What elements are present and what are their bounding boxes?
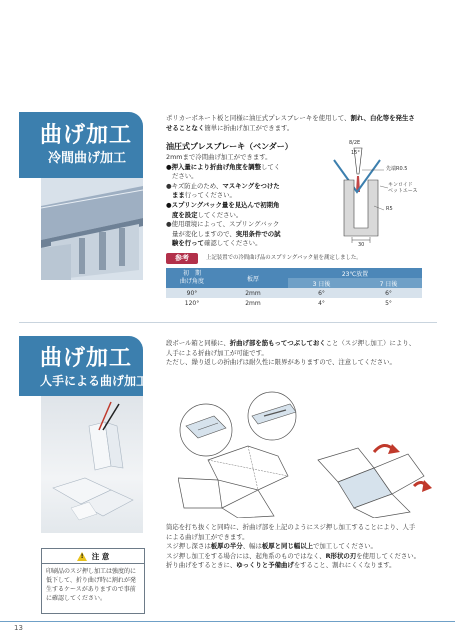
scoring-diagram — [178, 390, 438, 518]
body3-text-a: スジ押し深さは — [166, 542, 211, 551]
col-condition: 23℃放置 — [288, 268, 422, 278]
body3-text-e: で加工してください。 — [312, 542, 377, 551]
reference-tag: 参考 — [166, 253, 198, 264]
scoring-diagram-svg — [178, 390, 438, 518]
bending-die-svg — [326, 140, 438, 250]
section-divider — [19, 322, 437, 323]
intro-text-a: ポリカーボネート板と同様に油圧式プレスブレーキを使用して、 — [166, 114, 351, 122]
body5-emph-b: ゆっくりと予備曲げ — [236, 561, 294, 570]
bullet1-text: してく — [261, 162, 281, 171]
desc-line1: 2mmまで冷間曲げ加工ができます。 — [166, 153, 272, 161]
caution-title: 注 意 — [91, 551, 110, 561]
section1-title: 曲げ加工 — [40, 123, 133, 148]
row1-thickness: 2mm — [218, 288, 288, 298]
diagram-label-angle: 15° — [351, 150, 360, 156]
body-line2: による曲げ加工ができます。 — [166, 532, 249, 541]
section2-subtitle: 人手による曲げ加工 — [40, 374, 149, 388]
page-number: 13 — [14, 624, 23, 632]
row2-angle: 120° — [166, 298, 218, 308]
table-row — [166, 288, 422, 298]
row1-3days: 6° — [288, 288, 355, 298]
diagram-label-tip: 先端R0.5 — [386, 166, 408, 172]
body5-text-c: をすること、割れにくくなります。 — [293, 561, 396, 570]
section2-body — [166, 523, 441, 571]
page-number-bar — [0, 621, 455, 622]
body4-emph-b: R形状の刃 — [325, 551, 357, 560]
springback-table — [166, 268, 422, 308]
row1-angle: 90° — [166, 288, 218, 298]
bullet4-tail: 確認してください。 — [203, 239, 262, 248]
row1-7days: 6° — [355, 288, 422, 298]
warning-icon: ! — [77, 552, 87, 561]
body5-text-a: 折り曲げをするときに、 — [166, 561, 237, 570]
col-7days: 7 日後 — [355, 278, 422, 288]
col-3days: 3 日後 — [288, 278, 355, 288]
bullet2-emph: マスキングをつけた — [222, 181, 280, 190]
bullet3-tail: してください。 — [197, 210, 243, 219]
body3-emph-b: 板厚の半分 — [210, 542, 243, 551]
bullet3-emph: ●スプリングバック量を見込んで初期角 — [166, 200, 280, 209]
row2-thickness: 2mm — [218, 298, 288, 308]
caution-text: 印刷品のスジ押し加工は強度的に低下して、折り曲げ時に割れが発生するケースがありますので事前に確認してください。 — [46, 568, 137, 602]
section1-subtitle: 冷間曲げ加工 — [48, 151, 127, 166]
diagram-label-width: 30 — [358, 242, 365, 248]
folded-box-photo — [41, 396, 143, 533]
press-brake-photo — [41, 178, 143, 280]
intro-emph-b: 割れ、白化等を発生さ — [350, 114, 415, 122]
bending-die-diagram — [326, 140, 438, 250]
reference-text: 上記装置での冷間曲げ品のスプリングバック量を測定しました。 — [206, 255, 362, 261]
col-thickness: 板厚 — [218, 268, 288, 288]
row2-3days: 4° — [288, 298, 355, 308]
press-brake-description — [166, 153, 326, 249]
diagram-label-die: キンロイド ベットエース — [388, 182, 418, 194]
intro2-text-e: ただし、繰り返しの折曲げは耐久性に限界がありますので、注意してください。 — [166, 358, 396, 367]
folded-box-illustration — [41, 396, 143, 533]
section2-title: 曲げ加工 — [40, 346, 133, 371]
intro2-text-c: こと（スジ押し加工）により、 — [325, 339, 416, 347]
bullet2-tail: 行ってください。 — [184, 191, 236, 200]
caution-box — [41, 548, 145, 614]
press-brake-heading: 油圧式プレスブレーキ（ベンダー） — [166, 142, 293, 151]
diagram-label-r5: R5 — [386, 206, 393, 212]
table-row — [166, 298, 422, 308]
section2-intro — [166, 339, 438, 368]
bullet1-tail: ださい。 — [172, 172, 198, 181]
intro-emph-c: せることなく — [166, 123, 205, 132]
bullet4-emph: 実用条件での試 — [235, 229, 281, 238]
body4-text-a: スジ押し加工をする場合には、起角系のものではなく、 — [166, 551, 326, 560]
intro2-text-a: 段ボール箱と同様に、 — [166, 339, 230, 347]
bullet4-text: ●使用環境によって、スプリングバック — [166, 220, 280, 229]
body-line1: 筒応を打ち抜くと同時に、折曲げ部を上記のようにスジ押し加工することにより、人手 — [166, 523, 416, 531]
body3-emph-d: 板厚と同じ幅以上 — [261, 542, 313, 551]
bullet2-text: ●キズ防止のため、 — [166, 181, 223, 190]
bullet3-emph2: 度を設定 — [172, 210, 198, 219]
caution-header — [42, 549, 144, 564]
bullet1-emph: ●押入量により折曲げ角度を調整 — [166, 162, 262, 171]
col-initial-angle: 初 期 曲げ角度 — [166, 268, 218, 288]
press-brake-illustration — [41, 178, 143, 280]
diagram-label-size: 8/2E — [349, 140, 361, 146]
body4-text-c: を使用してください。 — [356, 551, 421, 560]
intro-text-d: 簡単に折曲げ加工ができます。 — [204, 123, 294, 132]
bullet4-text2: 量が変化しますので、 — [172, 229, 236, 238]
bullet2-emph2: まま — [172, 191, 185, 200]
section1-intro — [166, 114, 436, 133]
row2-7days: 5° — [355, 298, 422, 308]
intro2-text-d: 人手による折曲げ加工が可能です。 — [166, 348, 268, 357]
intro2-emph-b: 折曲げ部を筋もってつぶしておく — [229, 339, 326, 347]
body3-text-c: 、幅は — [242, 542, 262, 551]
bullet4-emph2: 験を行って — [172, 239, 204, 248]
